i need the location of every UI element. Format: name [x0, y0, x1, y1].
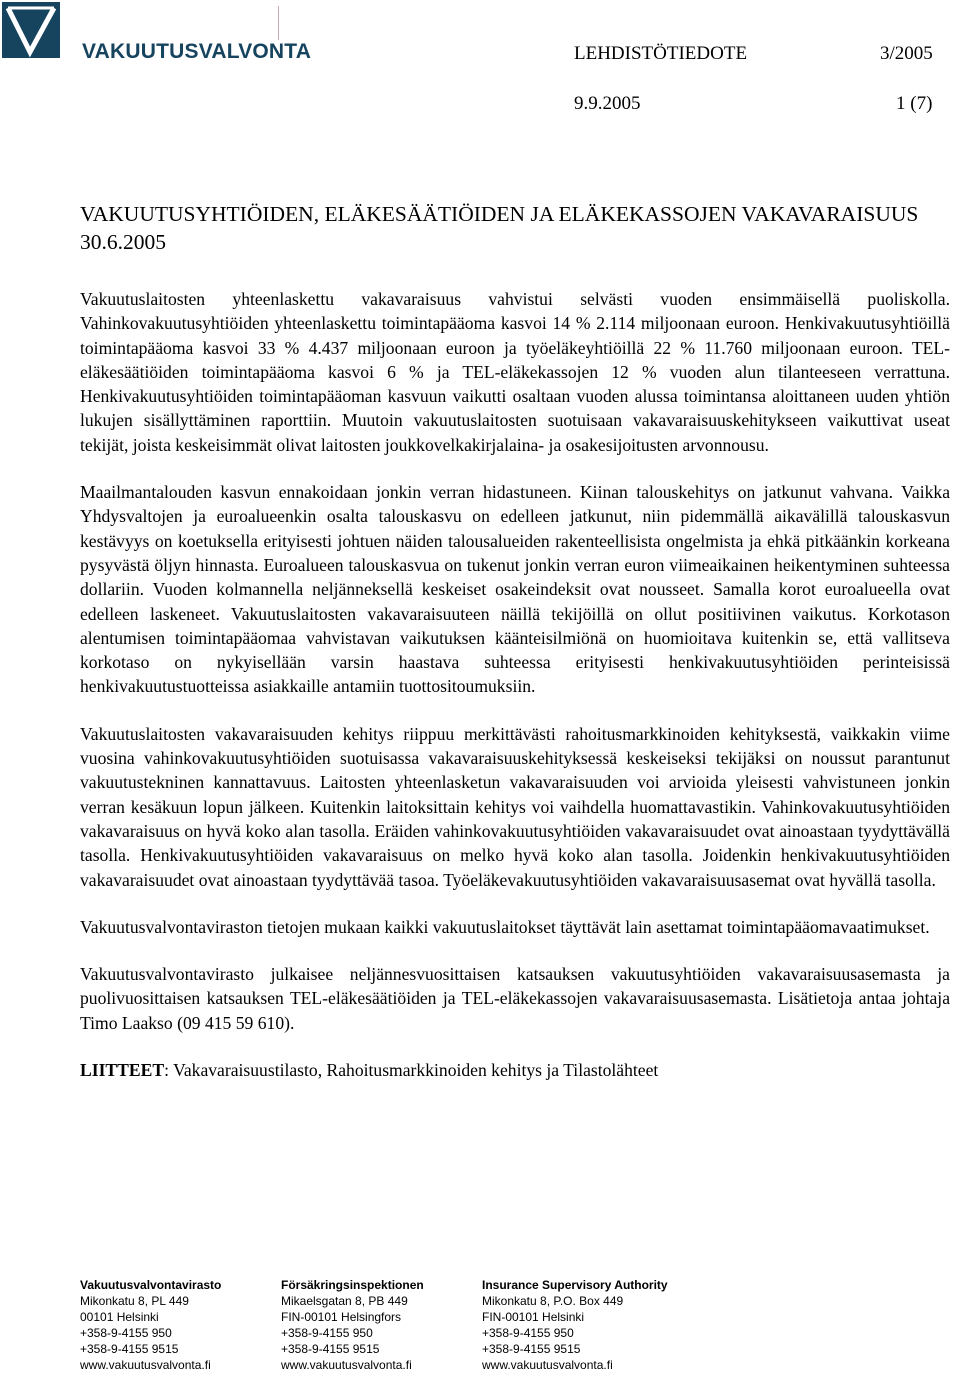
footer-phone: +358-9-4155 950	[281, 1326, 373, 1340]
footer-fax: +358-9-4155 9515	[482, 1342, 581, 1356]
footer-phone: +358-9-4155 950	[80, 1326, 172, 1340]
document-date: 9.9.2005	[574, 93, 641, 114]
footer-org-name: Försäkringsinspektionen	[281, 1278, 424, 1292]
footer-phone: +358-9-4155 950	[482, 1326, 574, 1340]
footer-website: www.vakuutusvalvonta.fi	[482, 1358, 613, 1372]
document-type: LEHDISTÖTIEDOTE	[574, 43, 748, 64]
logo-mark-icon	[2, 2, 60, 58]
footer-address: Mikonkatu 8, PL 449	[80, 1294, 189, 1308]
paragraph: Vakuutusvalvontavirasto julkaisee neljännesvuosittaisen katsauksen vakuutusyhtiöiden vakavaraisuusasemasta ja puolivuosittaisen katsauksen TEL-eläkesäätiöiden ja TEL-eläkekassojen vakavaraisuusasemasta. Lisätietoja antaa johtaja Timo Laakso (09 415 59 610).	[80, 964, 950, 1033]
footer-website: www.vakuutusvalvonta.fi	[281, 1358, 412, 1372]
logo	[2, 2, 312, 64]
page-title: VAKUUTUSYHTIÖIDEN, ELÄKESÄÄTIÖIDEN JA ELÄKEKASSOJEN VAKAVARAISUUS 30.6.2005	[80, 202, 919, 254]
footer-fax: +358-9-4155 9515	[80, 1342, 179, 1356]
footer-fax: +358-9-4155 9515	[281, 1342, 380, 1356]
footer-postal: FIN-00101 Helsinki	[482, 1310, 585, 1324]
paragraph: Vakuutusvalvontaviraston tietojen mukaan kaikki vakuutuslaitokset täyttävät lain asettamat toimintapääomavaatimukset.	[80, 916, 930, 937]
footer	[80, 1277, 940, 1373]
footer-website: www.vakuutusvalvonta.fi	[80, 1358, 211, 1372]
body-text	[80, 287, 950, 1105]
footer-org-name: Insurance Supervisory Authority	[482, 1278, 668, 1292]
logo-text: VAKUUTUSVALVONTA	[82, 40, 312, 63]
paragraph: Maailmantalouden kasvun ennakoidaan jonkin verran hidastuneen. Kiinan talouskehitys on jatkunut vahvana. Vaikka Yhdysvaltojen ja euroalueenkin osalta talouskasvu on edelleen jatkunut, niin pidemmällä aikavälillä talouskasvun kestävyys on koetuksella erityisesti johtuen näiden talousalueiden rakenteellisista ongelmista ja ehkä pitkäänkin korkeana pysyvästä öljyn hinnasta. Euroalueen talouskasvua on tukenut jonkin verran euron viimeaikainen heikentyminen suhteessa dollariin. Vuoden kolmannella neljänneksellä keskeiset osakeindeksit ovat nousseet. Samalla korot euroalueella ovat edelleen laskeneet. Vakuutuslaitosten vakavaraisuuteen näillä tekijöillä on ollut positiivinen vaikutus. Korkotason alentumisen toimintapääomaa vahvistavan vaikutuksen käänteisilmiönä on huomioitava kuitenkin se, että vallitseva korkotaso on nykyisellään varsin haastava suhteessa erityisesti henkivakuutusyhtiöiden perinteisissä henkivakuutustuotteissa asiakkaille antamiin tuottositoumuksiin.	[80, 482, 950, 697]
footer-column-sv	[281, 1277, 482, 1373]
footer-address: Mikonkatu 8, P.O. Box 449	[482, 1294, 624, 1308]
footer-postal: FIN-00101 Helsingfors	[281, 1310, 402, 1324]
footer-org-name: Vakuutusvalvontavirasto	[80, 1278, 222, 1292]
logo-divider	[278, 6, 279, 40]
attachments-label: LIITTEET	[80, 1060, 165, 1081]
footer-postal: 00101 Helsinki	[80, 1310, 159, 1324]
document-number: 3/2005	[880, 43, 933, 64]
paragraph: Vakuutuslaitosten yhteenlaskettu vakavaraisuus vahvistui selvästi vuoden ensimmäisellä puoliskolla. Vahinkovakuutusyhtiöiden yhteenlaskettu toimintapääoma kasvoi 14 % 2.114 miljoonaan euroon. Henkivakuutusyhtiöillä toimintapääoma kasvoi 33 % 4.437 miljoonaan euroon ja työeläkeyhtiöillä 22 % 11.760 miljoonaan euroon. TEL-eläkesäätiöiden toimintapääoma kasvoi 6 % ja TEL-eläkekassojen 12 % vuoden alun tilanteeseen verrattuna. Henkivakuutusyhtiöiden toimintapääoman kasvuun vaikutti osaltaan vuoden alussa toimintansa aloittaneen uuden yhtiön lukujen sisällyttäminen raporttiin. Muutoin vakuutuslaitosten suotuisaan vakavaraisuuskehitykseen vaikuttivat useat tekijät, joista keskeisimmät olivat laitosten joukkovelkakirjalaina- ja osakesijoitusten arvonnousu.	[80, 289, 950, 455]
attachments-line	[80, 1058, 950, 1082]
attachments-text: : Vakavaraisuustilasto, Rahoitusmarkkinoiden kehitys ja Tilastolähteet	[164, 1060, 659, 1081]
footer-column-fi	[80, 1277, 281, 1373]
paragraph: Vakuutuslaitosten vakavaraisuuden kehitys riippuu merkittävästi rahoitusmarkkinoiden kehityksestä, vaikkakin viime vuosina vahinkovakuutusyhtiöiden suotuisassa vakavaraisuuskehityksessä keskeiseksi tekijäksi on noussut parantunut vakuutustekninen kannattavuus. Laitosten yhteenlasketun vakavaraisuuden voi arvioida yleisesti vahvistuneen jonkin verran kesäkuun lopun jälkeen. Kuitenkin laitoksittain kehitys voi vaihdella huomattavastikin. Vahinkovakuutusyhtiöiden vakavaraisuus on hyvä koko alan tasolla. Eräiden vahinkovakuutusyhtiöiden vakavaraisuudet ovat ainoastaan tyydyttävällä tasolla. Henkivakuutusyhtiöiden vakavaraisuus on melko hyvä koko alan tasolla. Joidenkin henkivakuutusyhtiöiden vakavaraisuudet ovat ainoastaan tyydyttävää tasoa. Työeläkevakuutusyhtiöiden vakavaraisuusasemat ovat hyvällä tasolla.	[80, 723, 950, 890]
page-number: 1 (7)	[896, 93, 933, 114]
footer-column-en	[482, 1277, 683, 1373]
footer-address: Mikaelsgatan 8, PB 449	[281, 1294, 408, 1308]
